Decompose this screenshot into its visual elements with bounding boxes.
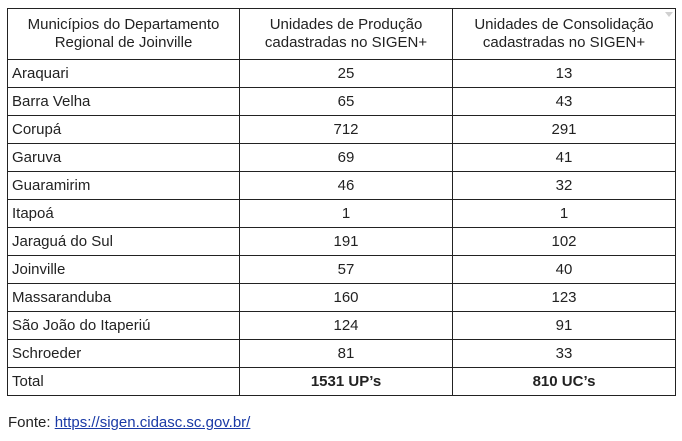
header-unidades-consolidacao-label: Unidades de Consolidação cadastradas no SIGEN+ bbox=[474, 16, 654, 51]
table-row bbox=[8, 256, 676, 284]
table-row bbox=[8, 340, 676, 368]
total-consolidacao: 810 UC’s bbox=[453, 368, 676, 396]
cell-consolidacao: 41 bbox=[453, 144, 676, 172]
cell-producao: 191 bbox=[240, 228, 453, 256]
cell-producao: 712 bbox=[240, 116, 453, 144]
table-row bbox=[8, 228, 676, 256]
table-row bbox=[8, 172, 676, 200]
cell-producao: 65 bbox=[240, 88, 453, 116]
cell-producao: 46 bbox=[240, 172, 453, 200]
cell-consolidacao: 40 bbox=[453, 256, 676, 284]
cell-consolidacao: 32 bbox=[453, 172, 676, 200]
cell-producao: 124 bbox=[240, 312, 453, 340]
cell-producao: 81 bbox=[240, 340, 453, 368]
source-footer bbox=[8, 414, 250, 431]
header-unidades-producao: Unidades de Produção cadastradas no SIGEN+ bbox=[240, 9, 453, 60]
source-link[interactable]: https://sigen.cidasc.sc.gov.br/ bbox=[54, 414, 251, 431]
table-row bbox=[8, 312, 676, 340]
cell-municipio: Araquari bbox=[8, 60, 240, 88]
cell-producao: 1 bbox=[240, 200, 453, 228]
cell-municipio: Guaramirim bbox=[8, 172, 240, 200]
cell-municipio: Garuva bbox=[8, 144, 240, 172]
table-row bbox=[8, 144, 676, 172]
cell-municipio: Joinville bbox=[8, 256, 240, 284]
cell-municipio: Barra Velha bbox=[8, 88, 240, 116]
cell-municipio: Jaraguá do Sul bbox=[8, 228, 240, 256]
cell-consolidacao: 291 bbox=[453, 116, 676, 144]
cell-municipio: Corupá bbox=[8, 116, 240, 144]
filter-dropdown-icon[interactable] bbox=[665, 12, 673, 18]
cell-consolidacao: 102 bbox=[453, 228, 676, 256]
cell-municipio: Schroeder bbox=[8, 340, 240, 368]
cell-consolidacao: 1 bbox=[453, 200, 676, 228]
table-row bbox=[8, 284, 676, 312]
cell-producao: 160 bbox=[240, 284, 453, 312]
table-row bbox=[8, 88, 676, 116]
header-unidades-consolidacao bbox=[453, 9, 676, 60]
cell-municipio: São João do Itaperiú bbox=[8, 312, 240, 340]
municipios-table bbox=[7, 8, 676, 396]
table-row bbox=[8, 60, 676, 88]
cell-producao: 25 bbox=[240, 60, 453, 88]
header-municipios: Municípios do Departamento Regional de Joinville bbox=[8, 9, 240, 60]
cell-producao: 57 bbox=[240, 256, 453, 284]
cell-municipio: Itapoá bbox=[8, 200, 240, 228]
table-row bbox=[8, 200, 676, 228]
table-total-row bbox=[8, 368, 676, 396]
cell-consolidacao: 123 bbox=[453, 284, 676, 312]
total-label: Total bbox=[8, 368, 240, 396]
source-prefix: Fonte: bbox=[8, 414, 55, 431]
cell-consolidacao: 13 bbox=[453, 60, 676, 88]
cell-consolidacao: 33 bbox=[453, 340, 676, 368]
total-producao: 1531 UP’s bbox=[240, 368, 453, 396]
table-header-row bbox=[8, 9, 676, 60]
table-row bbox=[8, 116, 676, 144]
cell-consolidacao: 91 bbox=[453, 312, 676, 340]
cell-producao: 69 bbox=[240, 144, 453, 172]
cell-consolidacao: 43 bbox=[453, 88, 676, 116]
cell-municipio: Massaranduba bbox=[8, 284, 240, 312]
